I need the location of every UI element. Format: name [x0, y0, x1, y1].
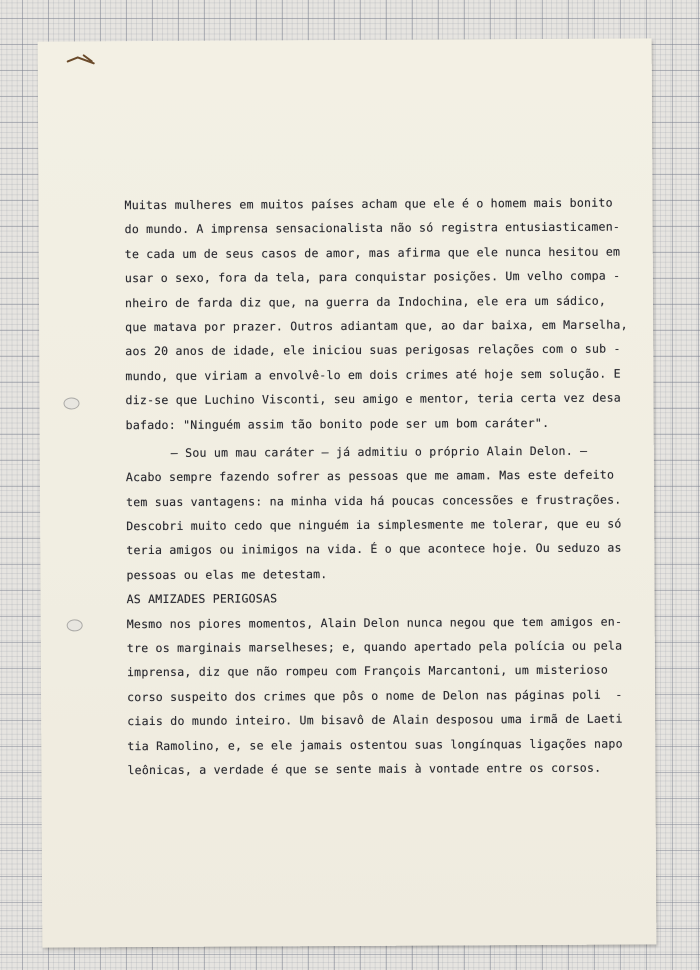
section-heading: AS AMIZADES PERIGOSAS: [126, 591, 278, 607]
text-line: Muitas mulheres em muitos países acham que ele é o homem mais bonito: [124, 195, 613, 213]
text-line: imprensa, diz que não rompeu com François Marcantoni, um misterioso: [126, 663, 609, 680]
text-line: usar o sexo, fora da tela, para conquistar posições. Um velho compa -: [124, 268, 621, 286]
text-line: nheiro de farda diz que, na guerra da Indochina, ele era um sádico,: [124, 293, 607, 310]
text-line: tia Ramolino, e, se ele jamais ostentou suas longínquas ligações napo: [127, 736, 623, 753]
typed-text-body: [124, 190, 637, 782]
text-line: te cada um de seus casos de amor, mas afirma que ele nunca hesitou em: [124, 244, 621, 261]
text-line: aos 20 anos de idade, ele iniciou suas perigosas relações com o sub -: [125, 341, 621, 359]
text-line: corso suspeito dos crimes que pôs o nome de Delon nas páginas poli -: [127, 687, 623, 704]
text-line: leônicas, a verdade é que se sente mais à vontade entre os corsos.: [127, 760, 602, 778]
typewritten-page: [38, 38, 657, 947]
text-line: do mundo. A imprensa sensacionalista não só registra entusiasticamen-: [124, 219, 621, 237]
text-line: tem suas vantagens: na minha vida há poucas concessões e frustrações.: [126, 492, 622, 509]
text-line: tre os marginais marselheses; e, quando apertado pela polícia ou pela: [126, 638, 623, 656]
paragraph-1: [124, 190, 635, 437]
text-line: bafado: "Ninguém assim tão bonito pode ser um bom caráter".: [125, 415, 550, 432]
text-line: Mesmo nos piores momentos, Alain Delon nunca negou que tem amigos en-: [126, 614, 623, 631]
text-line: ciais do mundo inteiro. Um bisavô de Alain desposou uma irmã de Laeti: [127, 711, 623, 729]
text-line: diz-se que Luchino Visconti, seu amigo e mentor, teria certa vez desa: [125, 390, 621, 408]
text-line: que matava por prazer. Outros adiantam que, ao dar baixa, em Marselha,: [125, 317, 628, 335]
text-line: teria amigos ou inimigos na vida. É o que acontece hoje. Ou seduzo as: [126, 541, 622, 558]
paragraph-3: [127, 609, 638, 782]
punch-hole: [63, 397, 79, 409]
text-line: Descobri muito cedo que ninguém ia simplesmente me tolerar, que eu só: [126, 516, 622, 534]
text-line: mundo, que viriam a envolvê-lo em dois crimes até hoje sem solução. E: [125, 366, 621, 383]
staple-mark: [64, 51, 104, 67]
text-line: pessoas ou elas me detestam.: [126, 566, 328, 583]
paragraph-2: [126, 438, 637, 587]
punch-hole: [67, 619, 83, 631]
text-line: Acabo sempre fazendo sofrer as pessoas que me amam. Mas este defeito: [125, 467, 615, 485]
text-line: — Sou um mau caráter — já admitiu o próprio Alain Delon. —: [170, 443, 588, 460]
